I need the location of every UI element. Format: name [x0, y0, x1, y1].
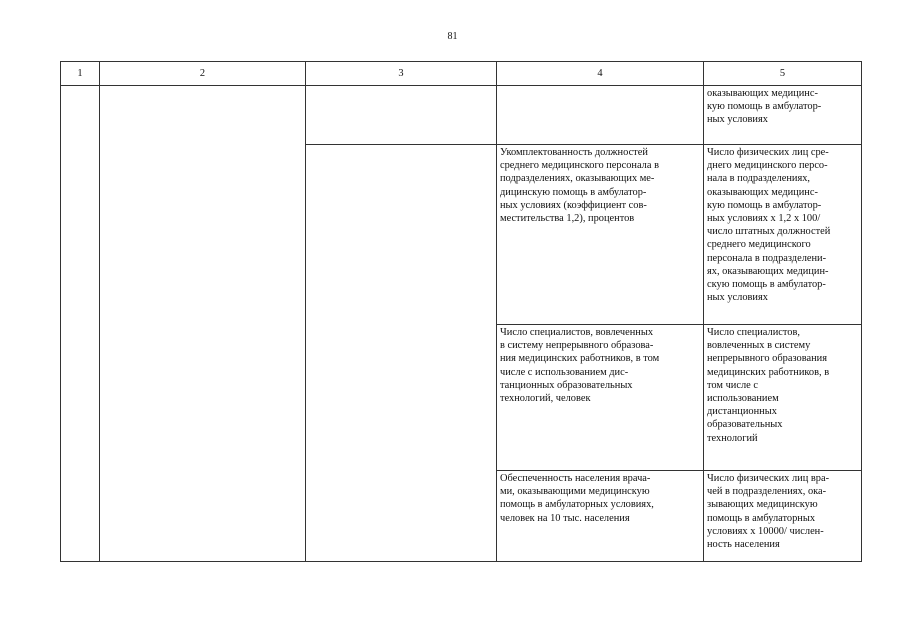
column-header-2: 2 [100, 62, 306, 86]
indicator-cell: Обеспеченность населения врача- ми, оказывающими медицинскую помощь в амбулаторных условиях, человек на 10 тыс. населения [497, 471, 704, 562]
col2-merged-cell [100, 86, 306, 562]
formula-cell: Число специалистов, вовлеченных в систему непрерывного образования медицинских работников, в том числе с использованием дистанционных образовательных технологий [704, 325, 862, 471]
column-header-1: 1 [61, 62, 100, 86]
formula-cell: Число физических лиц вра- чей в подразделениях, ока- зывающих медицинскую помощь в амбулаторных условиях х 10000/ числен- ность населения [704, 471, 862, 562]
page-number: 81 [447, 31, 458, 42]
col1-merged-cell [61, 86, 100, 562]
data-table [60, 61, 862, 562]
table-header-row [61, 62, 862, 86]
formula-cell: Число физических лиц сре- днего медицинского персо- нала в подразделениях, оказывающих медицинс- кую помощь в амбулатор- ных условиях х 1,2 х 100/ число штатных должностей среднего медицинского персонала в подразделени- ях, оказывающих медицин- скую помощь в амбулатор- ных условиях [704, 145, 862, 325]
formula-cell: оказывающих медицинс- кую помощь в амбулатор- ных условиях [704, 86, 862, 145]
table-row [61, 86, 862, 145]
indicator-cell: Число специалистов, вовлеченных в систему непрерывного образова- ния медицинских работников, в том числе с использованием дис- танционных образовательных технологий, человек [497, 325, 704, 471]
indicator-cell: Укомплектованность должностей среднего медицинского персонала в подразделениях, оказывающих ме- дицинскую помощь в амбулатор- ных условиях (коэффициент сов- местительства 1,2), процентов [497, 145, 704, 325]
indicator-cell [497, 86, 704, 145]
column-header-5: 5 [704, 62, 862, 86]
col3-merged-cell [306, 145, 497, 562]
column-header-4: 4 [497, 62, 704, 86]
column-header-3: 3 [306, 62, 497, 86]
col3-cell [306, 86, 497, 145]
